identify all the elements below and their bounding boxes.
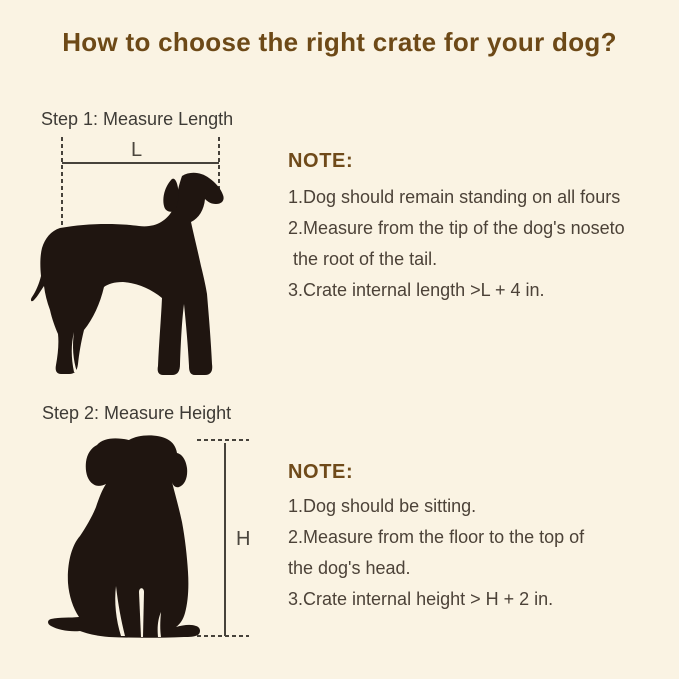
step1-note-line: 1.Dog should remain standing on all fours (288, 187, 621, 207)
height-dimension-line (224, 443, 226, 636)
height-extension-line-top (197, 439, 249, 441)
length-dimension-line (62, 162, 219, 164)
height-label: H (236, 528, 251, 550)
step2-heading: Step 2: Measure Height (42, 403, 232, 423)
step2-note-line: 2.Measure from the floor to the top of (288, 527, 585, 547)
standing-dog-silhouette (30, 170, 232, 378)
length-label: L (131, 139, 143, 161)
step2-note-line: 1.Dog should be sitting. (288, 496, 477, 516)
sitting-dog-silhouette (45, 434, 205, 641)
step1-heading: Step 1: Measure Length (41, 109, 234, 129)
height-extension-line-bottom (197, 635, 249, 637)
step1-note-line: the root of the tail. (288, 249, 438, 269)
step2-note-line: the dog's head. (288, 558, 411, 578)
step1-note-line: 2.Measure from the tip of the dog's noseto (288, 218, 625, 238)
step2-note-heading: NOTE: (288, 461, 354, 483)
page-title: How to choose the right crate for your dog? (62, 27, 617, 57)
step2-note-line: 3.Crate internal height > H + 2 in. (288, 589, 554, 609)
step1-note-heading: NOTE: (288, 150, 354, 172)
step1-note-line: 3.Crate internal length >L + 4 in. (288, 280, 545, 300)
